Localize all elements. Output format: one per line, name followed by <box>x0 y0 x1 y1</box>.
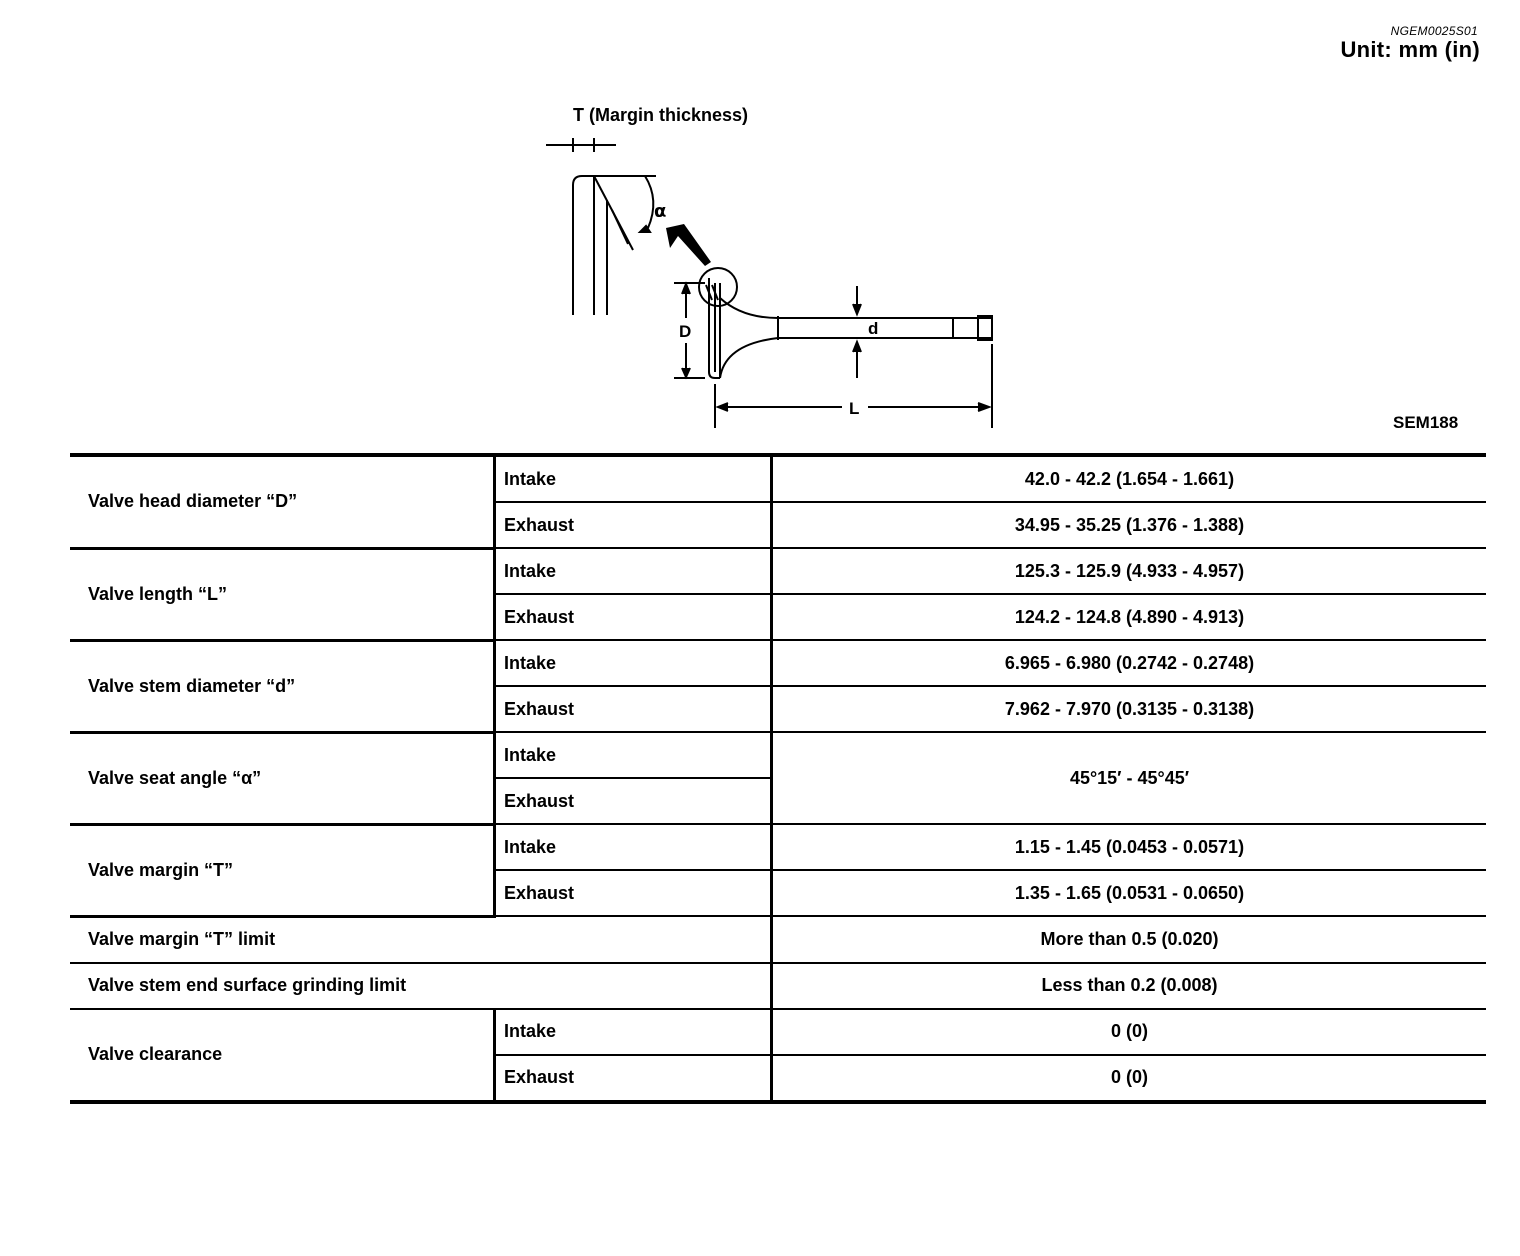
spec-sub-exhaust: Exhaust <box>495 594 772 640</box>
spec-sub-intake: Intake <box>495 1009 772 1055</box>
spec-sub-intake: Intake <box>495 640 772 686</box>
valve-length-label: L <box>849 399 860 418</box>
table-row <box>70 732 1486 778</box>
figure-code: SEM188 <box>1393 413 1459 432</box>
spec-item: Valve seat angle “α” <box>70 732 495 824</box>
document-code: NGEM0025S01 <box>1390 24 1478 38</box>
margin-dimension <box>546 138 616 152</box>
alpha-label: α <box>654 201 667 222</box>
spec-value: Less than 0.2 (0.008) <box>772 963 1487 1009</box>
table-row <box>70 455 1486 502</box>
spec-sub-exhaust: Exhaust <box>495 686 772 732</box>
valve-diagram <box>0 0 1520 450</box>
margin-detail <box>573 176 656 315</box>
head-diameter-label: D <box>679 322 692 341</box>
spec-value: 34.95 - 35.25 (1.376 - 1.388) <box>772 502 1487 548</box>
spec-sub-exhaust: Exhaust <box>495 1055 772 1102</box>
spec-item: Valve margin “T” <box>70 824 495 916</box>
spec-value: 45°15′ - 45°45′ <box>772 732 1487 824</box>
spec-value: More than 0.5 (0.020) <box>772 916 1487 963</box>
spec-item: Valve head diameter “D” <box>70 455 495 548</box>
stem-diameter-dimension <box>853 286 861 378</box>
spec-value: 0 (0) <box>772 1009 1487 1055</box>
spec-value: 1.35 - 1.65 (0.0531 - 0.0650) <box>772 870 1487 916</box>
spec-value: 1.15 - 1.45 (0.0453 - 0.0571) <box>772 824 1487 870</box>
spec-sub-exhaust: Exhaust <box>495 870 772 916</box>
spec-value: 0 (0) <box>772 1055 1487 1102</box>
spec-sub-intake: Intake <box>495 548 772 594</box>
spec-value: 42.0 - 42.2 (1.654 - 1.661) <box>772 455 1487 502</box>
spec-value: 6.965 - 6.980 (0.2742 - 0.2748) <box>772 640 1487 686</box>
spec-item: Valve length “L” <box>70 548 495 640</box>
spec-item: Valve clearance <box>70 1009 495 1102</box>
stem-diameter-label: d <box>868 319 879 338</box>
detail-arrow <box>666 224 711 266</box>
spec-value: 7.962 - 7.970 (0.3135 - 0.3138) <box>772 686 1487 732</box>
table-row <box>70 548 1486 594</box>
spec-item: Valve margin “T” limit <box>70 916 772 963</box>
spec-value: 125.3 - 125.9 (4.933 - 4.957) <box>772 548 1487 594</box>
spec-sub-exhaust: Exhaust <box>495 502 772 548</box>
spec-item: Valve stem end surface grinding limit <box>70 963 772 1009</box>
spec-sub-intake: Intake <box>495 824 772 870</box>
unit-label: Unit: mm (in) <box>1340 37 1480 62</box>
table-row <box>70 824 1486 870</box>
table-row <box>70 640 1486 686</box>
table-row <box>70 916 1486 963</box>
spec-sub-intake: Intake <box>495 732 772 778</box>
table-row <box>70 963 1486 1009</box>
valve-spec-table <box>70 453 1486 1104</box>
table-row <box>70 1009 1486 1055</box>
spec-value: 124.2 - 124.8 (4.890 - 4.913) <box>772 594 1487 640</box>
margin-thickness-label: T (Margin thickness) <box>573 105 749 125</box>
spec-item: Valve stem diameter “d” <box>70 640 495 732</box>
spec-sub-intake: Intake <box>495 455 772 502</box>
margin-highlight-circle <box>699 268 737 306</box>
valve-body <box>706 278 992 378</box>
spec-sub-exhaust: Exhaust <box>495 778 772 824</box>
